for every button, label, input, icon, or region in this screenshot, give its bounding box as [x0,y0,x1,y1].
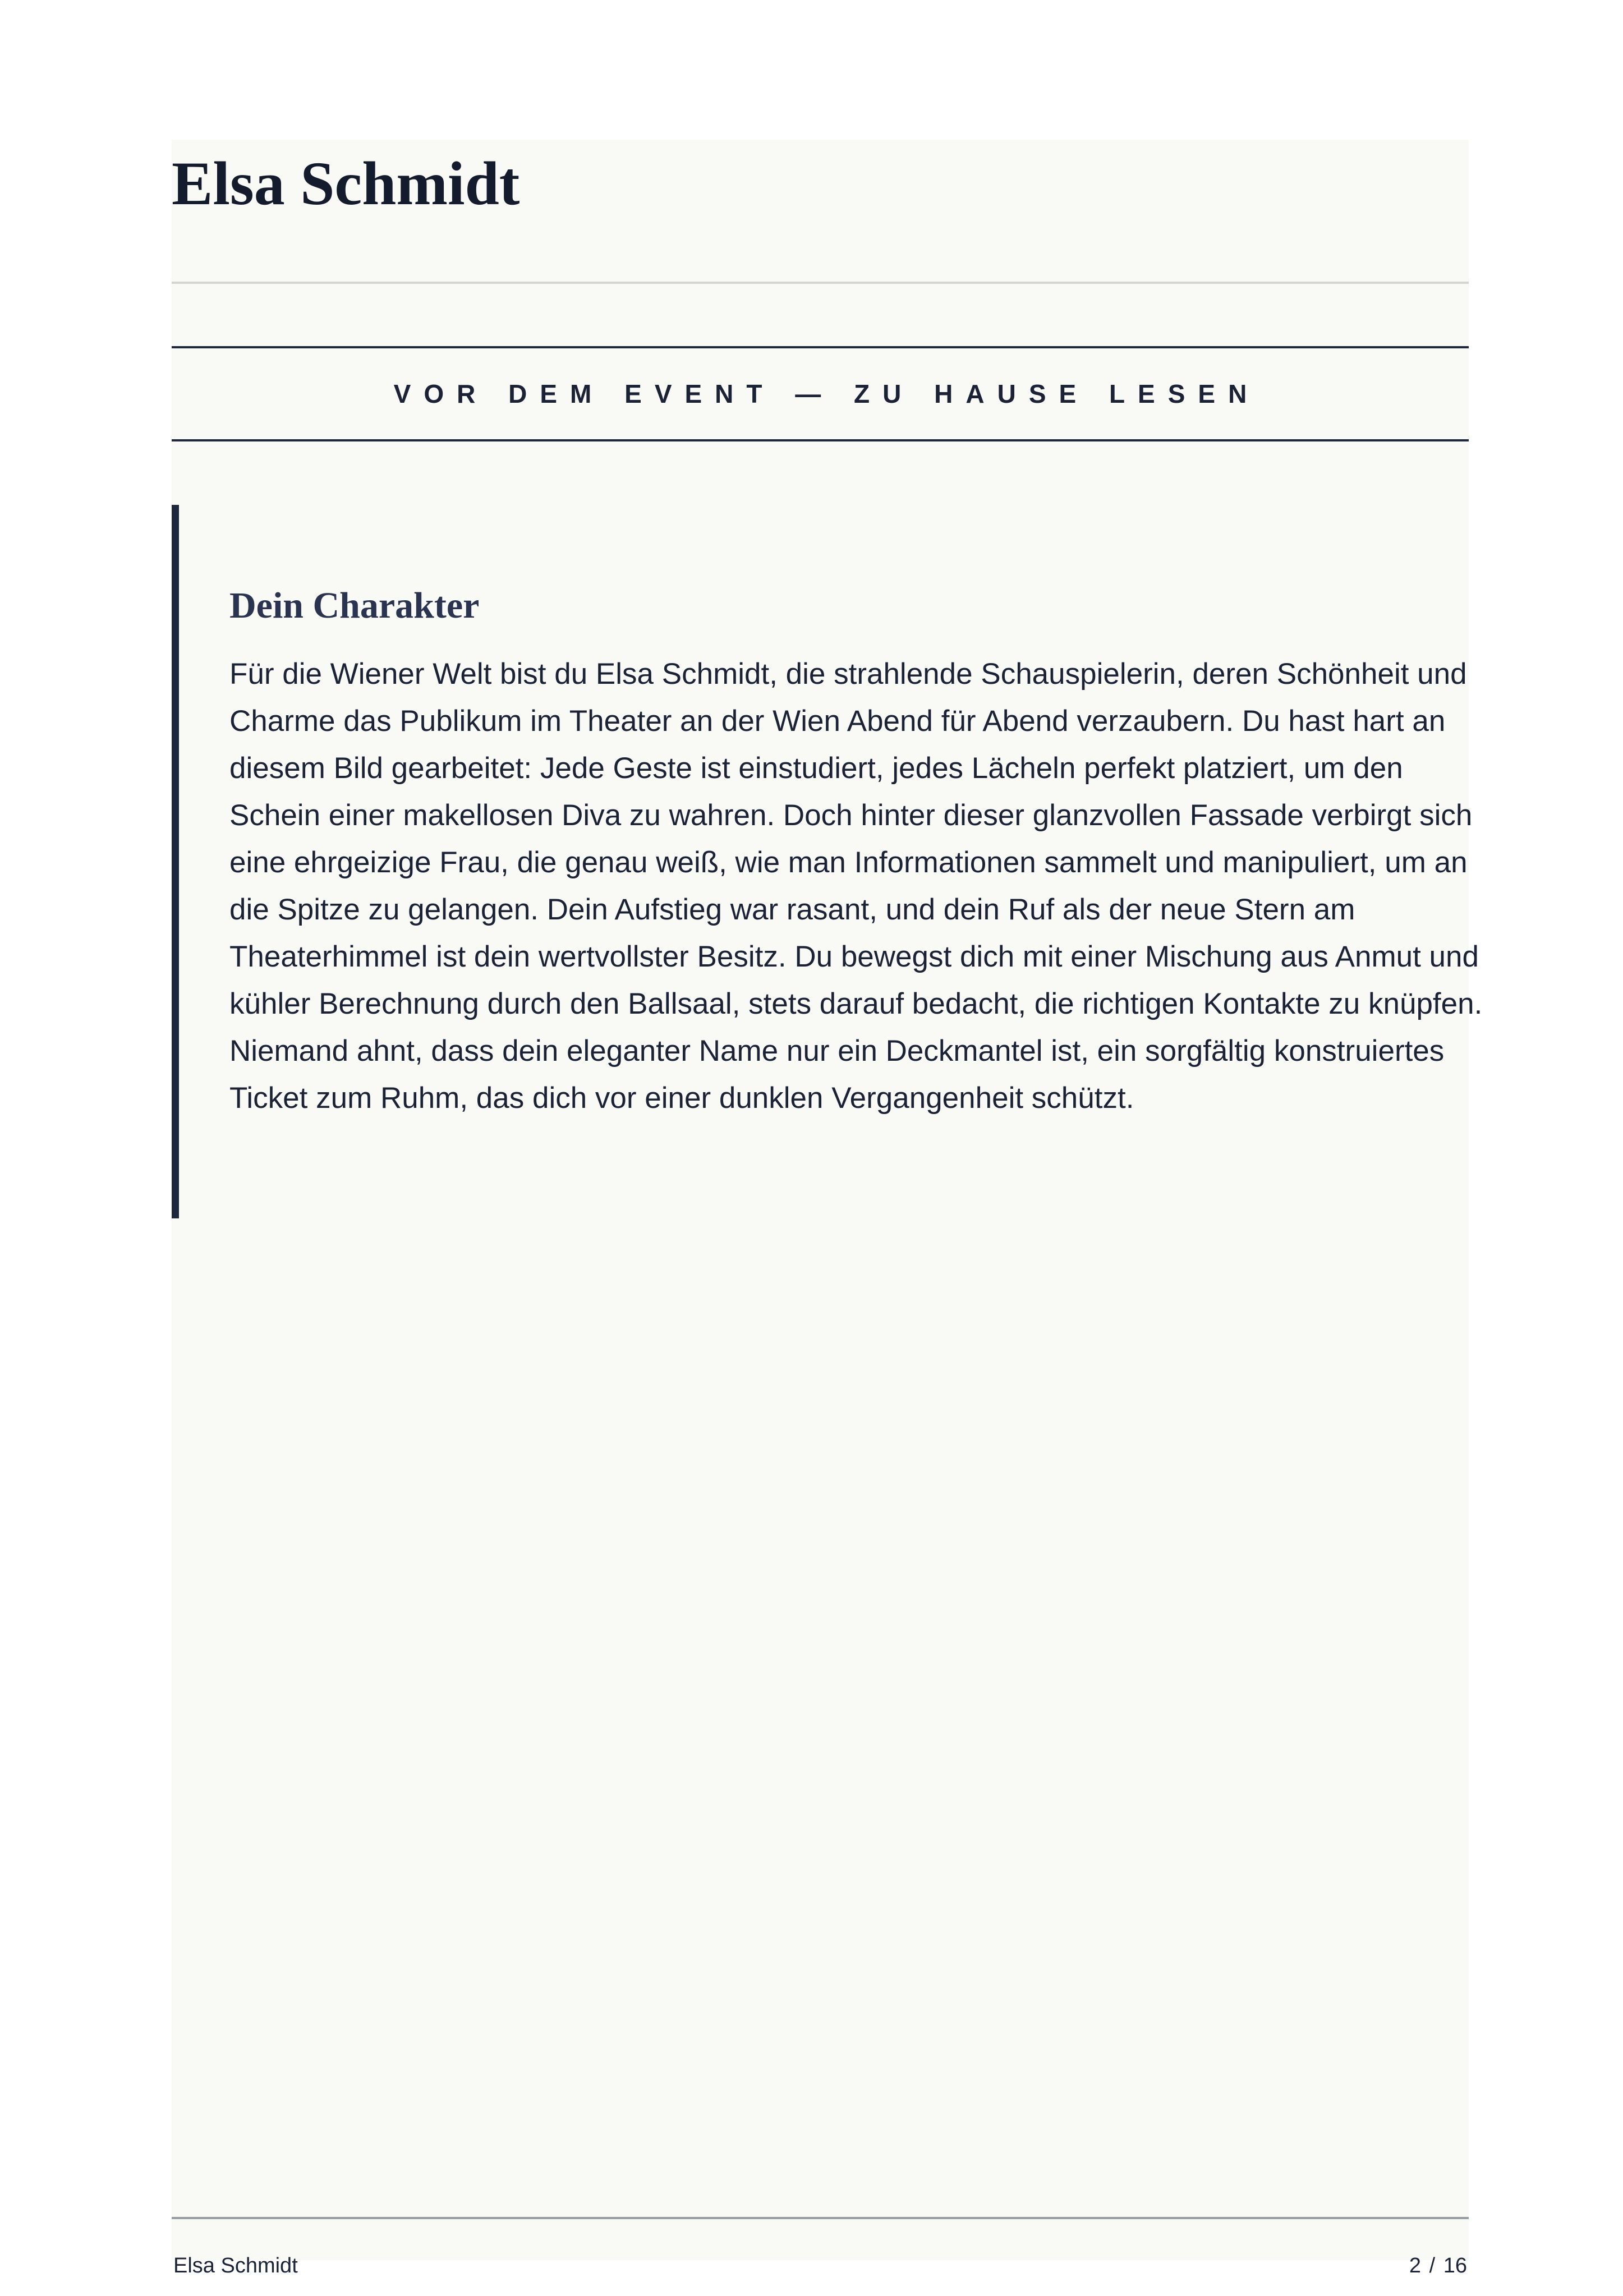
character-heading: Dein Charakter [229,585,480,626]
page-title: Elsa Schmidt [172,149,520,218]
page-number: 2 / 16 [1409,2254,1467,2277]
section-label: VOR DEM EVENT — ZU HAUSE LESEN [393,379,1260,408]
title-divider [172,282,1469,284]
character-section [172,505,1483,1218]
section-band [172,346,1469,441]
character-description: Für die Wiener Welt bist du Elsa Schmidt, die strahlende Schauspielerin, deren Schönheit und Charme das Publikum im Theater an der Wien Abend für Abend verzaubern. Du hast hart an diesem Bild gearbeitet: Jede Geste ist einstudiert, jedes Lächeln perfekt platziert, um den Schein einer makellosen Diva zu wahren. Doch hinter dieser glanzvollen Fassade verbirgt sich eine ehrgeizige Frau, die genau weiß, wie man Informationen sammelt und manipuliert, um an die Spitze zu gelangen. Dein Aufstieg war rasant, und dein Ruf als der neue Stern am Theaterhimmel ist dein wertvollster Besitz. Du bewegst dich mit einer Mischung aus Anmut und kühler Berechnung durch den Ballsaal, stets darauf bedacht, die richtigen Kontakte zu knüpfen. Niemand ahnt, dass dein eleganter Name nur ein Deckmantel ist, ein sorgfältig konstruiertes Ticket zum Ruhm, das dich vor einer dunklen Vergangenheit schützt. [229,657,1483,1115]
footer-name: Elsa Schmidt [173,2254,298,2277]
footer-divider [172,2217,1469,2219]
